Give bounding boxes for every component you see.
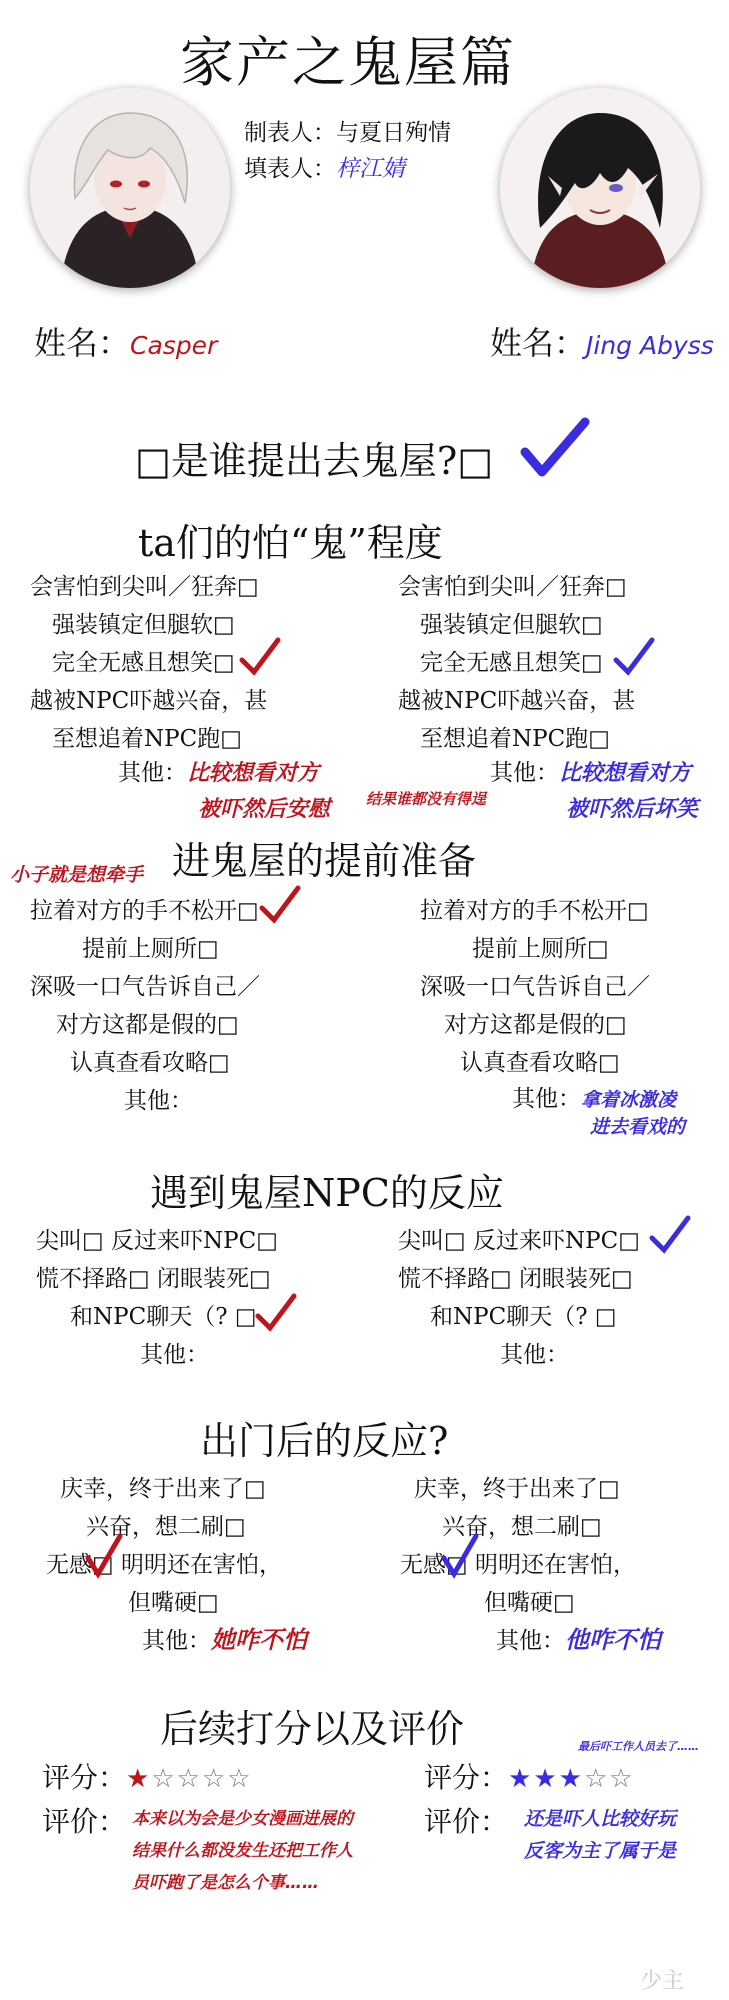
right-score-label: 评分： <box>424 1761 509 1794</box>
prep-left-option-1[interactable]: 拉着对方的手不松开□ <box>30 898 259 924</box>
blue-check-icon <box>648 1214 692 1254</box>
fear-section-title: ta们的怕“鬼”程度 <box>138 521 443 565</box>
left-review-3: 员吓跑了是怎么个事…… <box>132 1873 319 1893</box>
right-review-label: 评价： <box>424 1805 509 1838</box>
right-review-2: 反客为主了属于是 <box>524 1840 677 1862</box>
fear-right-option-1[interactable]: 会害怕到尖叫／狂奔□ <box>398 574 627 600</box>
filler-name: 梓江婧 <box>336 156 405 182</box>
rating-section-title: 后续打分以及评价 <box>160 1707 465 1751</box>
prep-left-option-2[interactable]: 提前上厕所□ <box>82 936 219 962</box>
exit-left-other: 她咋不怕 <box>211 1626 307 1654</box>
exit-right-option-2[interactable]: 兴奋，想二刷□ <box>442 1514 602 1540</box>
prep-right-option-4[interactable]: 对方这都是假的□ <box>444 1012 627 1038</box>
prep-right-other <box>512 1080 676 1113</box>
npc-left-option-1[interactable]: 尖叫□ 反过来吓NPC□ <box>36 1228 278 1254</box>
left-score-label: 评分： <box>42 1761 127 1794</box>
prep-right-other-1: 拿着冰激凌 <box>581 1089 677 1111</box>
right-score-note: 最后吓工作人员去了…… <box>578 1740 699 1753</box>
jing-portrait-icon <box>500 88 700 288</box>
npc-left-option-2[interactable]: 慌不择路□ 闭眼装死□ <box>36 1266 271 1292</box>
exit-right-option-1[interactable]: 庆幸，终于出来了□ <box>414 1476 620 1502</box>
maker-line <box>244 114 451 147</box>
prep-right-other-label: 其他： <box>512 1086 581 1112</box>
exit-left-option-1[interactable]: 庆幸，终于出来了□ <box>60 1476 266 1502</box>
maker-label: 制表人： <box>244 120 336 146</box>
prep-left-option-4[interactable]: 对方这都是假的□ <box>56 1012 239 1038</box>
left-name: Casper <box>130 331 218 360</box>
left-stars-empty: ☆☆☆☆ <box>151 1764 253 1794</box>
npc-left-other-label: 其他： <box>140 1342 209 1368</box>
maker-name: 与夏日殉情 <box>336 120 451 146</box>
blue-check-icon <box>612 636 656 676</box>
red-check-icon <box>84 1534 124 1580</box>
exit-left-other <box>142 1620 307 1655</box>
prep-right-other-2: 进去看戏的 <box>590 1116 686 1138</box>
npc-right-option-1[interactable]: 尖叫□ 反过来吓NPC□ <box>398 1228 640 1254</box>
blue-check-icon <box>520 418 590 478</box>
left-name-label: 姓名： <box>34 324 131 362</box>
exit-left-option-4[interactable]: 但嘴硬□ <box>128 1590 219 1616</box>
fear-right-other-2: 被吓然后坏笑 <box>566 797 699 822</box>
fear-left-other <box>118 754 319 787</box>
fear-right-option-5[interactable]: 至想追着NPC跑□ <box>420 726 610 752</box>
exit-left-option-2[interactable]: 兴奋，想二刷□ <box>86 1514 246 1540</box>
fear-right-other <box>490 754 691 787</box>
prep-right-option-1[interactable]: 拉着对方的手不松开□ <box>420 898 649 924</box>
fear-left-option-3[interactable]: 完全无感且想笑□ <box>52 650 235 676</box>
right-stars-empty: ☆☆ <box>583 1764 635 1794</box>
red-check-icon <box>254 1292 298 1332</box>
exit-right-other-label: 其他： <box>496 1628 565 1654</box>
left-stars-filled: ★ <box>126 1764 152 1794</box>
npc-right-option-3[interactable]: 和NPC聊天（? □ <box>430 1304 617 1330</box>
prep-right-option-5[interactable]: 认真查看攻略□ <box>460 1050 620 1076</box>
who-proposed-question: 是谁提出去鬼屋? <box>170 439 458 483</box>
prep-left-option-3[interactable]: 深吸一口气告诉自己／ <box>30 974 260 1000</box>
exit-left-option-3[interactable]: 无感□ 明明还在害怕， <box>46 1552 283 1578</box>
npc-right-option-2[interactable]: 慌不择路□ 闭眼装死□ <box>398 1266 633 1292</box>
fear-middle-note: 结果谁都没有得逞 <box>366 790 487 808</box>
exit-right-other <box>496 1620 661 1655</box>
fear-right-other-label: 其他： <box>490 760 559 786</box>
prep-left-note: 小子就是想牵手 <box>10 864 144 886</box>
page-title: 家产之鬼屋篇 <box>180 31 516 94</box>
filler-line <box>244 150 405 183</box>
left-name-line <box>34 318 217 364</box>
left-review-1: 本来以为会是少女漫画进展的 <box>132 1809 353 1829</box>
npc-section-title: 遇到鬼屋NPC的反应 <box>150 1171 504 1215</box>
watermark: 少主 <box>640 1969 685 1994</box>
left-score-line <box>42 1756 253 1796</box>
right-review-1: 还是吓人比较好玩 <box>524 1808 677 1830</box>
right-name-line <box>490 318 714 364</box>
right-score-line <box>424 1756 635 1796</box>
fear-left-other-label: 其他： <box>118 760 187 786</box>
fear-right-option-3[interactable]: 完全无感且想笑□ <box>420 650 603 676</box>
exit-right-option-3[interactable]: 无感□ 明明还在害怕， <box>400 1552 637 1578</box>
exit-right-option-4[interactable]: 但嘴硬□ <box>484 1590 575 1616</box>
fear-left-other-2: 被吓然后安慰 <box>198 797 331 822</box>
filler-label: 填表人： <box>244 156 336 182</box>
left-review-label: 评价： <box>42 1805 127 1838</box>
prep-left-other-label: 其他： <box>124 1088 193 1114</box>
fear-left-option-4[interactable]: 越被NPC吓越兴奋，甚 <box>30 688 268 714</box>
fear-left-option-5[interactable]: 至想追着NPC跑□ <box>52 726 242 752</box>
blue-check-icon <box>440 1534 480 1580</box>
npc-left-option-3[interactable]: 和NPC聊天（? □ <box>70 1304 257 1330</box>
right-name: Jing Abyss <box>586 331 714 360</box>
right-star-rating[interactable] <box>508 1764 635 1794</box>
left-star-rating[interactable] <box>126 1764 253 1794</box>
npc-right-other-label: 其他： <box>500 1342 569 1368</box>
casper-avatar <box>30 88 230 288</box>
fear-left-option-2[interactable]: 强装镇定但腿软□ <box>52 612 235 638</box>
red-check-icon <box>258 884 302 924</box>
left-checkbox[interactable]: □ <box>135 439 171 483</box>
right-name-label: 姓名： <box>490 324 587 362</box>
right-checkbox[interactable]: □ <box>457 439 494 483</box>
prep-left-option-5[interactable]: 认真查看攻略□ <box>70 1050 230 1076</box>
exit-right-other: 他咋不怕 <box>565 1626 661 1654</box>
fear-right-option-4[interactable]: 越被NPC吓越兴奋，甚 <box>398 688 636 714</box>
who-proposed-line <box>135 430 493 485</box>
red-check-icon <box>238 636 282 676</box>
casper-portrait-icon <box>30 88 230 288</box>
fear-left-option-1[interactable]: 会害怕到尖叫／狂奔□ <box>30 574 259 600</box>
jing-avatar <box>500 88 700 288</box>
left-review-2: 结果什么都没发生还把工作人 <box>132 1841 353 1861</box>
right-stars-filled: ★★★ <box>508 1764 584 1794</box>
fear-right-option-2[interactable]: 强装镇定但腿软□ <box>420 612 603 638</box>
prep-right-option-3[interactable]: 深吸一口气告诉自己／ <box>420 974 650 1000</box>
fear-right-other-1: 比较想看对方 <box>559 761 692 786</box>
exit-left-other-label: 其他： <box>142 1628 211 1654</box>
prep-right-option-2[interactable]: 提前上厕所□ <box>472 936 609 962</box>
prep-section-title: 进鬼屋的提前准备 <box>172 839 477 883</box>
exit-section-title: 出门后的反应? <box>200 1419 449 1463</box>
fear-left-other-1: 比较想看对方 <box>187 761 320 786</box>
